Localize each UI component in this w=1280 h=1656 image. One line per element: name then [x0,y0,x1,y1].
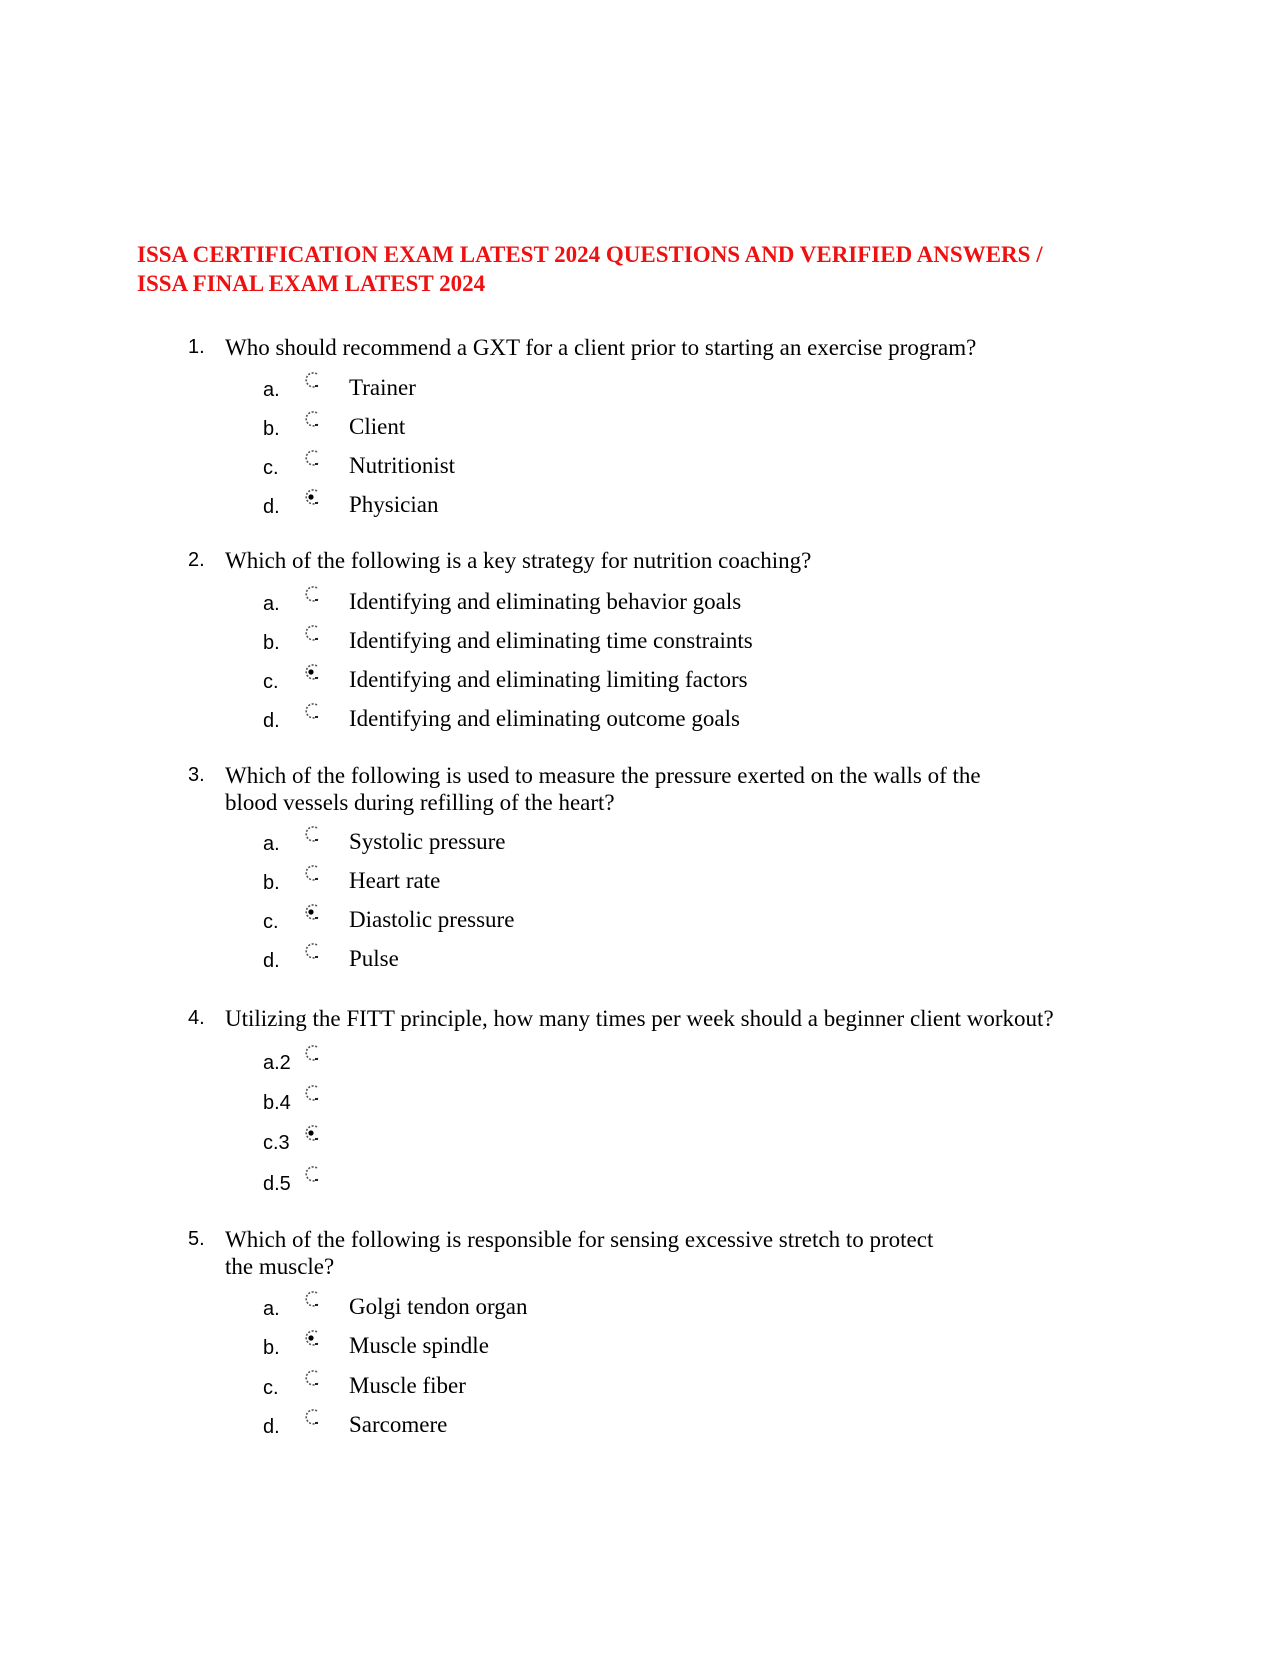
option-row [0,662,1280,701]
option-row [0,1164,1280,1203]
title-line-2: ISSA FINAL EXAM LATEST 2024 [137,271,486,296]
option-row [0,1123,1280,1162]
option-row [0,623,1280,662]
option-text: Identifying and eliminating outcome goals [349,706,740,731]
radio-button-icon[interactable] [301,1164,323,1186]
radio-button-icon[interactable] [301,1407,323,1429]
option-label: b. [263,872,280,894]
option-label: c.3 [263,1132,290,1154]
question-number: 2. [188,549,205,571]
option-label: b. [263,418,280,440]
option-label: d. [263,1416,280,1438]
option-text: Nutritionist [349,453,456,478]
title-line-1: ISSA CERTIFICATION EXAM LATEST 2024 QUESTIONS AND VERIFIED ANSWERS / [137,242,1043,267]
option-text: Muscle spindle [349,1333,489,1358]
question-text-line: Which of the following is a key strategy for nutrition coaching? [225,548,812,573]
option-label: c. [263,1377,279,1399]
question-text [225,1226,1125,1280]
option-row [0,448,1280,487]
question-number: 3. [188,764,205,786]
radio-button-icon[interactable] [301,863,323,885]
option-text: Identifying and eliminating limiting factors [349,667,748,692]
option-text: Heart rate [349,868,441,893]
option-label: d. [263,710,280,732]
option-row [0,409,1280,448]
option-label: b.4 [263,1092,291,1114]
option-label: a.2 [263,1052,291,1074]
option-label: d. [263,496,280,518]
radio-button-icon[interactable] [301,1368,323,1390]
option-row [0,487,1280,526]
radio-button-icon[interactable] [301,1289,323,1311]
question-text-line: Which of the following is responsible for sensing excessive stretch to protect [225,1227,934,1252]
option-text: Physician [349,492,439,517]
option-label: b. [263,1337,280,1359]
option-label: d.5 [263,1173,291,1195]
radio-button-icon[interactable] [301,902,323,924]
radio-button-icon[interactable] [301,584,323,606]
radio-button-icon[interactable] [301,623,323,645]
option-label: c. [263,911,279,933]
question-text [225,334,1125,361]
option-row [0,370,1280,409]
question-text-line: the muscle? [225,1254,335,1279]
radio-button-icon[interactable] [301,701,323,723]
option-text: Identifying and eliminating behavior goals [349,589,742,614]
option-text: Diastolic pressure [349,907,515,932]
option-text: Client [349,414,406,439]
option-label: a. [263,379,280,401]
option-row [0,824,1280,863]
option-text: Sarcomere [349,1412,448,1437]
question-number: 1. [188,336,205,358]
question-text [225,1005,1225,1032]
question-text [225,547,1125,574]
option-text: Identifying and eliminating time constraints [349,628,753,653]
option-row [0,1043,1280,1082]
option-row [0,584,1280,623]
radio-button-icon[interactable] [301,370,323,392]
option-label: a. [263,1298,280,1320]
question-text-line: blood vessels during refilling of the heart? [225,790,615,815]
option-row [0,1407,1280,1446]
option-row [0,1328,1280,1367]
radio-button-icon[interactable] [301,824,323,846]
question-text-line: Who should recommend a GXT for a client prior to starting an exercise program? [225,335,977,360]
option-text: Golgi tendon organ [349,1294,528,1319]
option-label: b. [263,632,280,654]
question-text-line: Utilizing the FITT principle, how many times per week should a beginner client workout? [225,1006,1054,1031]
question-text [225,762,1125,816]
option-label: a. [263,833,280,855]
option-row [0,1083,1280,1122]
radio-button-icon[interactable] [301,1328,323,1350]
radio-button-icon[interactable] [301,941,323,963]
option-label: c. [263,457,279,479]
option-label: c. [263,671,279,693]
radio-button-icon[interactable] [301,662,323,684]
option-text: Systolic pressure [349,829,506,854]
option-text: Muscle fiber [349,1373,466,1398]
option-label: d. [263,950,280,972]
option-label: a. [263,593,280,615]
option-row [0,863,1280,902]
option-row [0,701,1280,740]
radio-button-icon[interactable] [301,409,323,431]
radio-button-icon[interactable] [301,1123,323,1145]
document-title [137,240,1147,298]
question-text-line: Which of the following is used to measure the pressure exerted on the walls of the [225,763,981,788]
option-text: Pulse [349,946,399,971]
option-row [0,941,1280,980]
option-row [0,902,1280,941]
option-row [0,1289,1280,1328]
question-number: 5. [188,1228,205,1250]
radio-button-icon[interactable] [301,448,323,470]
radio-button-icon[interactable] [301,487,323,509]
option-text: Trainer [349,375,416,400]
radio-button-icon[interactable] [301,1043,323,1065]
question-number: 4. [188,1007,205,1029]
radio-button-icon[interactable] [301,1083,323,1105]
option-row [0,1368,1280,1407]
